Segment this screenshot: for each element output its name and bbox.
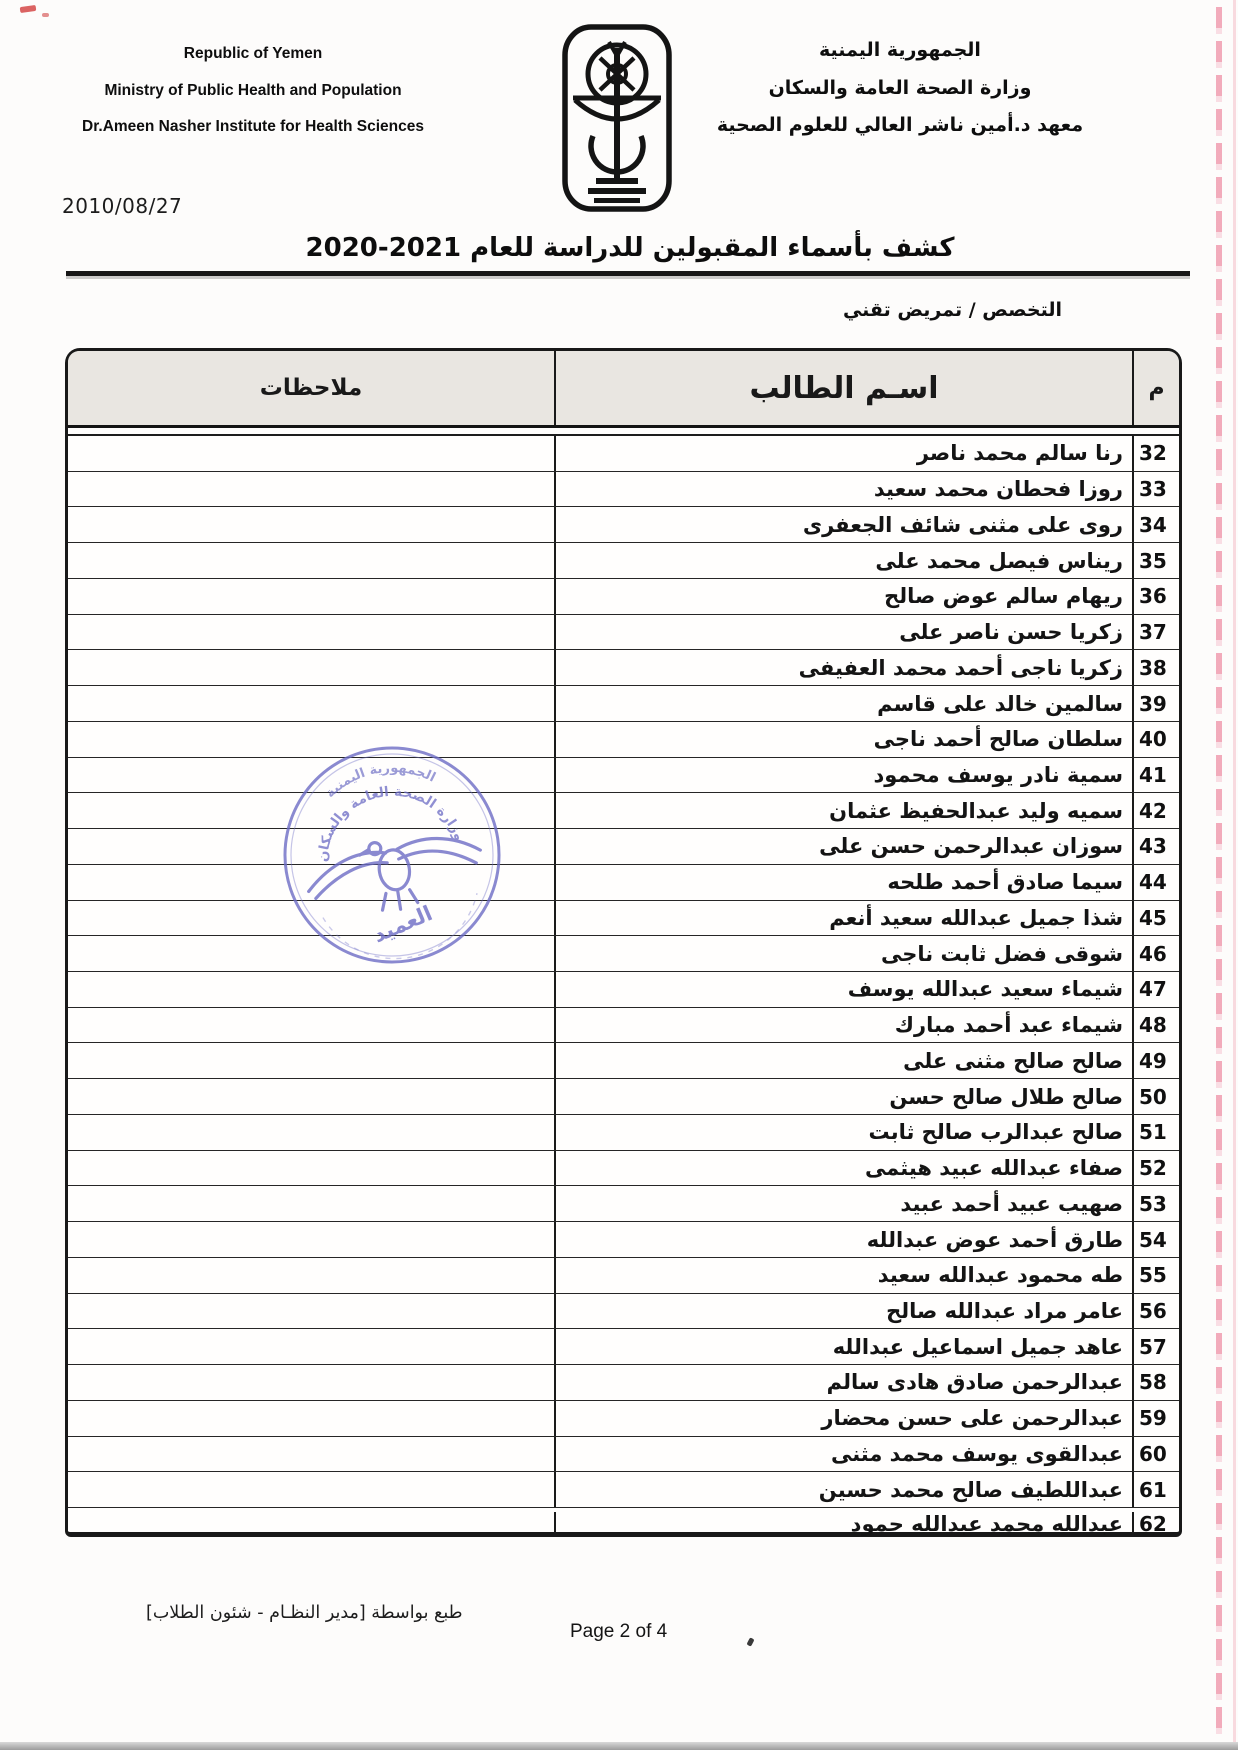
row-notes-cell (68, 1008, 554, 1043)
table-row (68, 722, 1179, 758)
row-serial-number: 46 (1139, 941, 1167, 966)
row-notes-cell (68, 722, 554, 757)
row-notes-cell (68, 472, 554, 507)
row-serial-number: 34 (1139, 512, 1167, 537)
scan-speck (42, 13, 49, 17)
letterhead-ar-line3: معهد د.أمين ناشر العالي للعلوم الصحية (716, 114, 1084, 136)
row-student-name: سمية نادر يوسف محمود (554, 758, 1134, 793)
row-student-name: عبداللطيف صالح محمد حسين (554, 1472, 1134, 1507)
row-notes-cell (68, 1294, 554, 1329)
table-row (68, 1472, 1179, 1508)
column-header-serial: م (1148, 375, 1165, 401)
scan-artifact-pink-line (1216, 0, 1222, 1741)
row-serial-number: 45 (1139, 905, 1167, 930)
table-row (68, 1008, 1179, 1044)
ministry-logo-icon (560, 22, 674, 214)
letterhead-english (52, 36, 454, 146)
row-serial-number: 44 (1139, 870, 1167, 895)
row-notes-cell (68, 936, 554, 971)
row-notes-cell (68, 865, 554, 900)
scan-artifact-edge (1233, 0, 1236, 1750)
column-header-student-name: اسـم الطالب (554, 351, 1134, 425)
letterhead-en-line2: Ministry of Public Health and Population (104, 81, 402, 99)
row-student-name: عاهد جميل اسماعيل عبدالله (554, 1329, 1134, 1364)
row-serial-number: 53 (1139, 1191, 1167, 1216)
print-date: 2010/08/27 (62, 194, 183, 218)
row-student-name: صهيب عبيد أحمد عبيد (554, 1186, 1134, 1221)
row-student-name: سلطان صالح أحمد ناجى (554, 722, 1134, 757)
row-notes-cell (68, 579, 554, 614)
row-student-name: صالح صالح مثنى على (554, 1043, 1134, 1078)
table-row (68, 1151, 1179, 1187)
row-notes-cell (68, 1437, 554, 1472)
row-serial-number: 39 (1139, 691, 1167, 716)
row-notes-cell (68, 1329, 554, 1364)
table-row (68, 865, 1179, 901)
scan-speck (746, 1637, 754, 1646)
row-student-name: زكريا حسن ناصر على (554, 615, 1134, 650)
row-serial-number: 42 (1139, 798, 1167, 823)
letterhead-arabic (688, 32, 1112, 145)
table-row (68, 1222, 1179, 1258)
row-serial-number: 33 (1139, 477, 1167, 502)
row-notes-cell (68, 1508, 554, 1532)
scan-bottom-edge (0, 1742, 1238, 1750)
column-header-notes: ملاحظات (259, 375, 363, 401)
table-row (68, 901, 1179, 937)
row-notes-cell (68, 1401, 554, 1436)
table-row (68, 1508, 1179, 1537)
printed-by-note: طبع بواسطة [مدير النظـام - شئون الطلاب] (146, 1603, 463, 1623)
table-row (68, 1329, 1179, 1365)
row-student-name: طارق أحمد عوض عبدالله (554, 1222, 1134, 1257)
scan-speck (20, 5, 37, 13)
row-notes-cell (68, 436, 554, 471)
table-row (68, 579, 1179, 615)
row-student-name: روزا فحطان محمد سعيد (554, 472, 1134, 507)
table-row (68, 936, 1179, 972)
row-serial-number: 57 (1139, 1334, 1167, 1359)
row-notes-cell (68, 507, 554, 542)
row-serial-number: 55 (1139, 1263, 1167, 1288)
row-student-name: روى على مثنى شائف الجعفرى (554, 507, 1134, 542)
table-row (68, 793, 1179, 829)
table-row (68, 1401, 1179, 1437)
row-serial-number: 49 (1139, 1048, 1167, 1073)
row-notes-cell (68, 650, 554, 685)
table-row (68, 972, 1179, 1008)
table-header-row (68, 351, 1179, 428)
table-row (68, 1079, 1179, 1115)
row-serial-number: 61 (1139, 1477, 1167, 1502)
row-notes-cell (68, 1043, 554, 1078)
row-serial-number: 52 (1139, 1156, 1167, 1181)
row-notes-cell (68, 1222, 554, 1257)
row-notes-cell (68, 1365, 554, 1400)
table-row (68, 543, 1179, 579)
row-serial-number: 37 (1139, 620, 1167, 645)
row-student-name: عبدالرحمن صادق هادى سالم (554, 1365, 1134, 1400)
row-student-name: سالمين خالد على قاسم (554, 686, 1134, 721)
row-serial-number: 56 (1139, 1298, 1167, 1323)
table-row (68, 1043, 1179, 1079)
row-serial-number: 51 (1139, 1120, 1167, 1145)
row-student-name: سيما صادق أحمد طلحه (554, 865, 1134, 900)
row-student-name: سوزان عبدالرحمن حسن على (554, 829, 1134, 864)
table-row (68, 1437, 1179, 1473)
table-body (68, 436, 1179, 1537)
row-student-name: شذا جميل عبدالله سعيد أنعم (554, 901, 1134, 936)
row-serial-number: 59 (1139, 1406, 1167, 1431)
row-serial-number: 38 (1139, 655, 1167, 680)
table-row (68, 1294, 1179, 1330)
row-student-name: عبدالرحمن على حسن محضار (554, 1401, 1134, 1436)
title-underline (66, 271, 1190, 276)
row-student-name: طه محمود عبدالله سعيد (554, 1258, 1134, 1293)
page-number: Page 2 of 4 (570, 1621, 668, 1642)
row-notes-cell (68, 1151, 554, 1186)
header-double-rule (68, 428, 1179, 436)
row-student-name: سميه وليد عبدالحفيظ عثمان (554, 793, 1134, 828)
row-notes-cell (68, 758, 554, 793)
row-student-name: صالح طلال صالح حسن (554, 1079, 1134, 1114)
table-row (68, 615, 1179, 651)
row-serial-number: 50 (1139, 1084, 1167, 1109)
row-student-name: عامر مراد عبدالله صالح (554, 1294, 1134, 1329)
table-row (68, 507, 1179, 543)
table-row (68, 758, 1179, 794)
table-row (68, 472, 1179, 508)
row-student-name: زكريا ناجى أحمد محمد العفيفى (554, 650, 1134, 685)
row-serial-number: 60 (1139, 1441, 1167, 1466)
row-notes-cell (68, 1079, 554, 1114)
row-student-name: ريناس فيصل محمد على (554, 543, 1134, 578)
stamp-top-arc-text: الجمهورية اليمنية (322, 760, 438, 802)
students-table (65, 348, 1182, 1537)
letterhead-ar-line2: وزارة الصحة العامة والسكان (768, 76, 1032, 99)
stamp-center-word: العميد (369, 901, 436, 948)
letterhead-en-line3: Dr.Ameen Nasher Institute for Health Sciences (82, 118, 424, 135)
row-notes-cell (68, 793, 554, 828)
row-notes-cell (68, 686, 554, 721)
row-notes-cell (68, 1258, 554, 1293)
row-serial-number: 40 (1139, 727, 1167, 752)
table-row (68, 436, 1179, 472)
row-serial-number: 47 (1139, 977, 1167, 1002)
table-row (68, 650, 1179, 686)
row-serial-number: 35 (1139, 548, 1167, 573)
table-row (68, 1115, 1179, 1151)
row-notes-cell (68, 972, 554, 1007)
row-student-name: ريهام سالم عوض صالح (554, 579, 1134, 614)
specialty-line: التخصص / تمريض تقني (842, 299, 1062, 321)
row-serial-number: 62 (1139, 1512, 1167, 1537)
row-serial-number: 36 (1139, 584, 1167, 609)
table-row (68, 1258, 1179, 1294)
row-serial-number: 32 (1139, 441, 1167, 466)
row-notes-cell (68, 615, 554, 650)
row-notes-cell (68, 1472, 554, 1507)
row-notes-cell (68, 1186, 554, 1221)
table-row (68, 1186, 1179, 1222)
row-serial-number: 43 (1139, 834, 1167, 859)
row-serial-number: 48 (1139, 1013, 1167, 1038)
row-student-name: شيماء سعيد عبدالله يوسف (554, 972, 1134, 1007)
row-student-name: صالح عبدالرب صالح ثابت (554, 1115, 1134, 1150)
row-notes-cell (68, 829, 554, 864)
row-notes-cell (68, 1115, 554, 1150)
row-serial-number: 58 (1139, 1370, 1167, 1395)
row-student-name: رنا سالم محمد ناصر (554, 436, 1134, 471)
table-row (68, 1365, 1179, 1401)
row-student-name: شيماء عبد أحمد مبارك (554, 1008, 1134, 1043)
letterhead-ar-line1: الجمهورية اليمنية (819, 39, 981, 61)
row-student-name: عبدالله محمد عبدالله حمود (554, 1512, 1134, 1536)
table-row (68, 686, 1179, 722)
row-student-name: شوقى فضل ثابت ناجى (554, 936, 1134, 971)
row-serial-number: 54 (1139, 1227, 1167, 1252)
table-row (68, 829, 1179, 865)
document-title: كشف بأسماء المقبولين للدراسة للعام 2021-2020 (305, 233, 955, 263)
row-notes-cell (68, 543, 554, 578)
row-student-name: عبدالقوى يوسف محمد مثنى (554, 1437, 1134, 1472)
row-serial-number: 41 (1139, 762, 1167, 787)
letterhead-en-line1: Republic of Yemen (183, 45, 323, 62)
row-notes-cell (68, 901, 554, 936)
row-student-name: صفاء عبدالله عبيد هيثمى (554, 1151, 1134, 1186)
stamp-mid-arc-text: وزارة الصحة العامة والسكان (314, 783, 468, 863)
